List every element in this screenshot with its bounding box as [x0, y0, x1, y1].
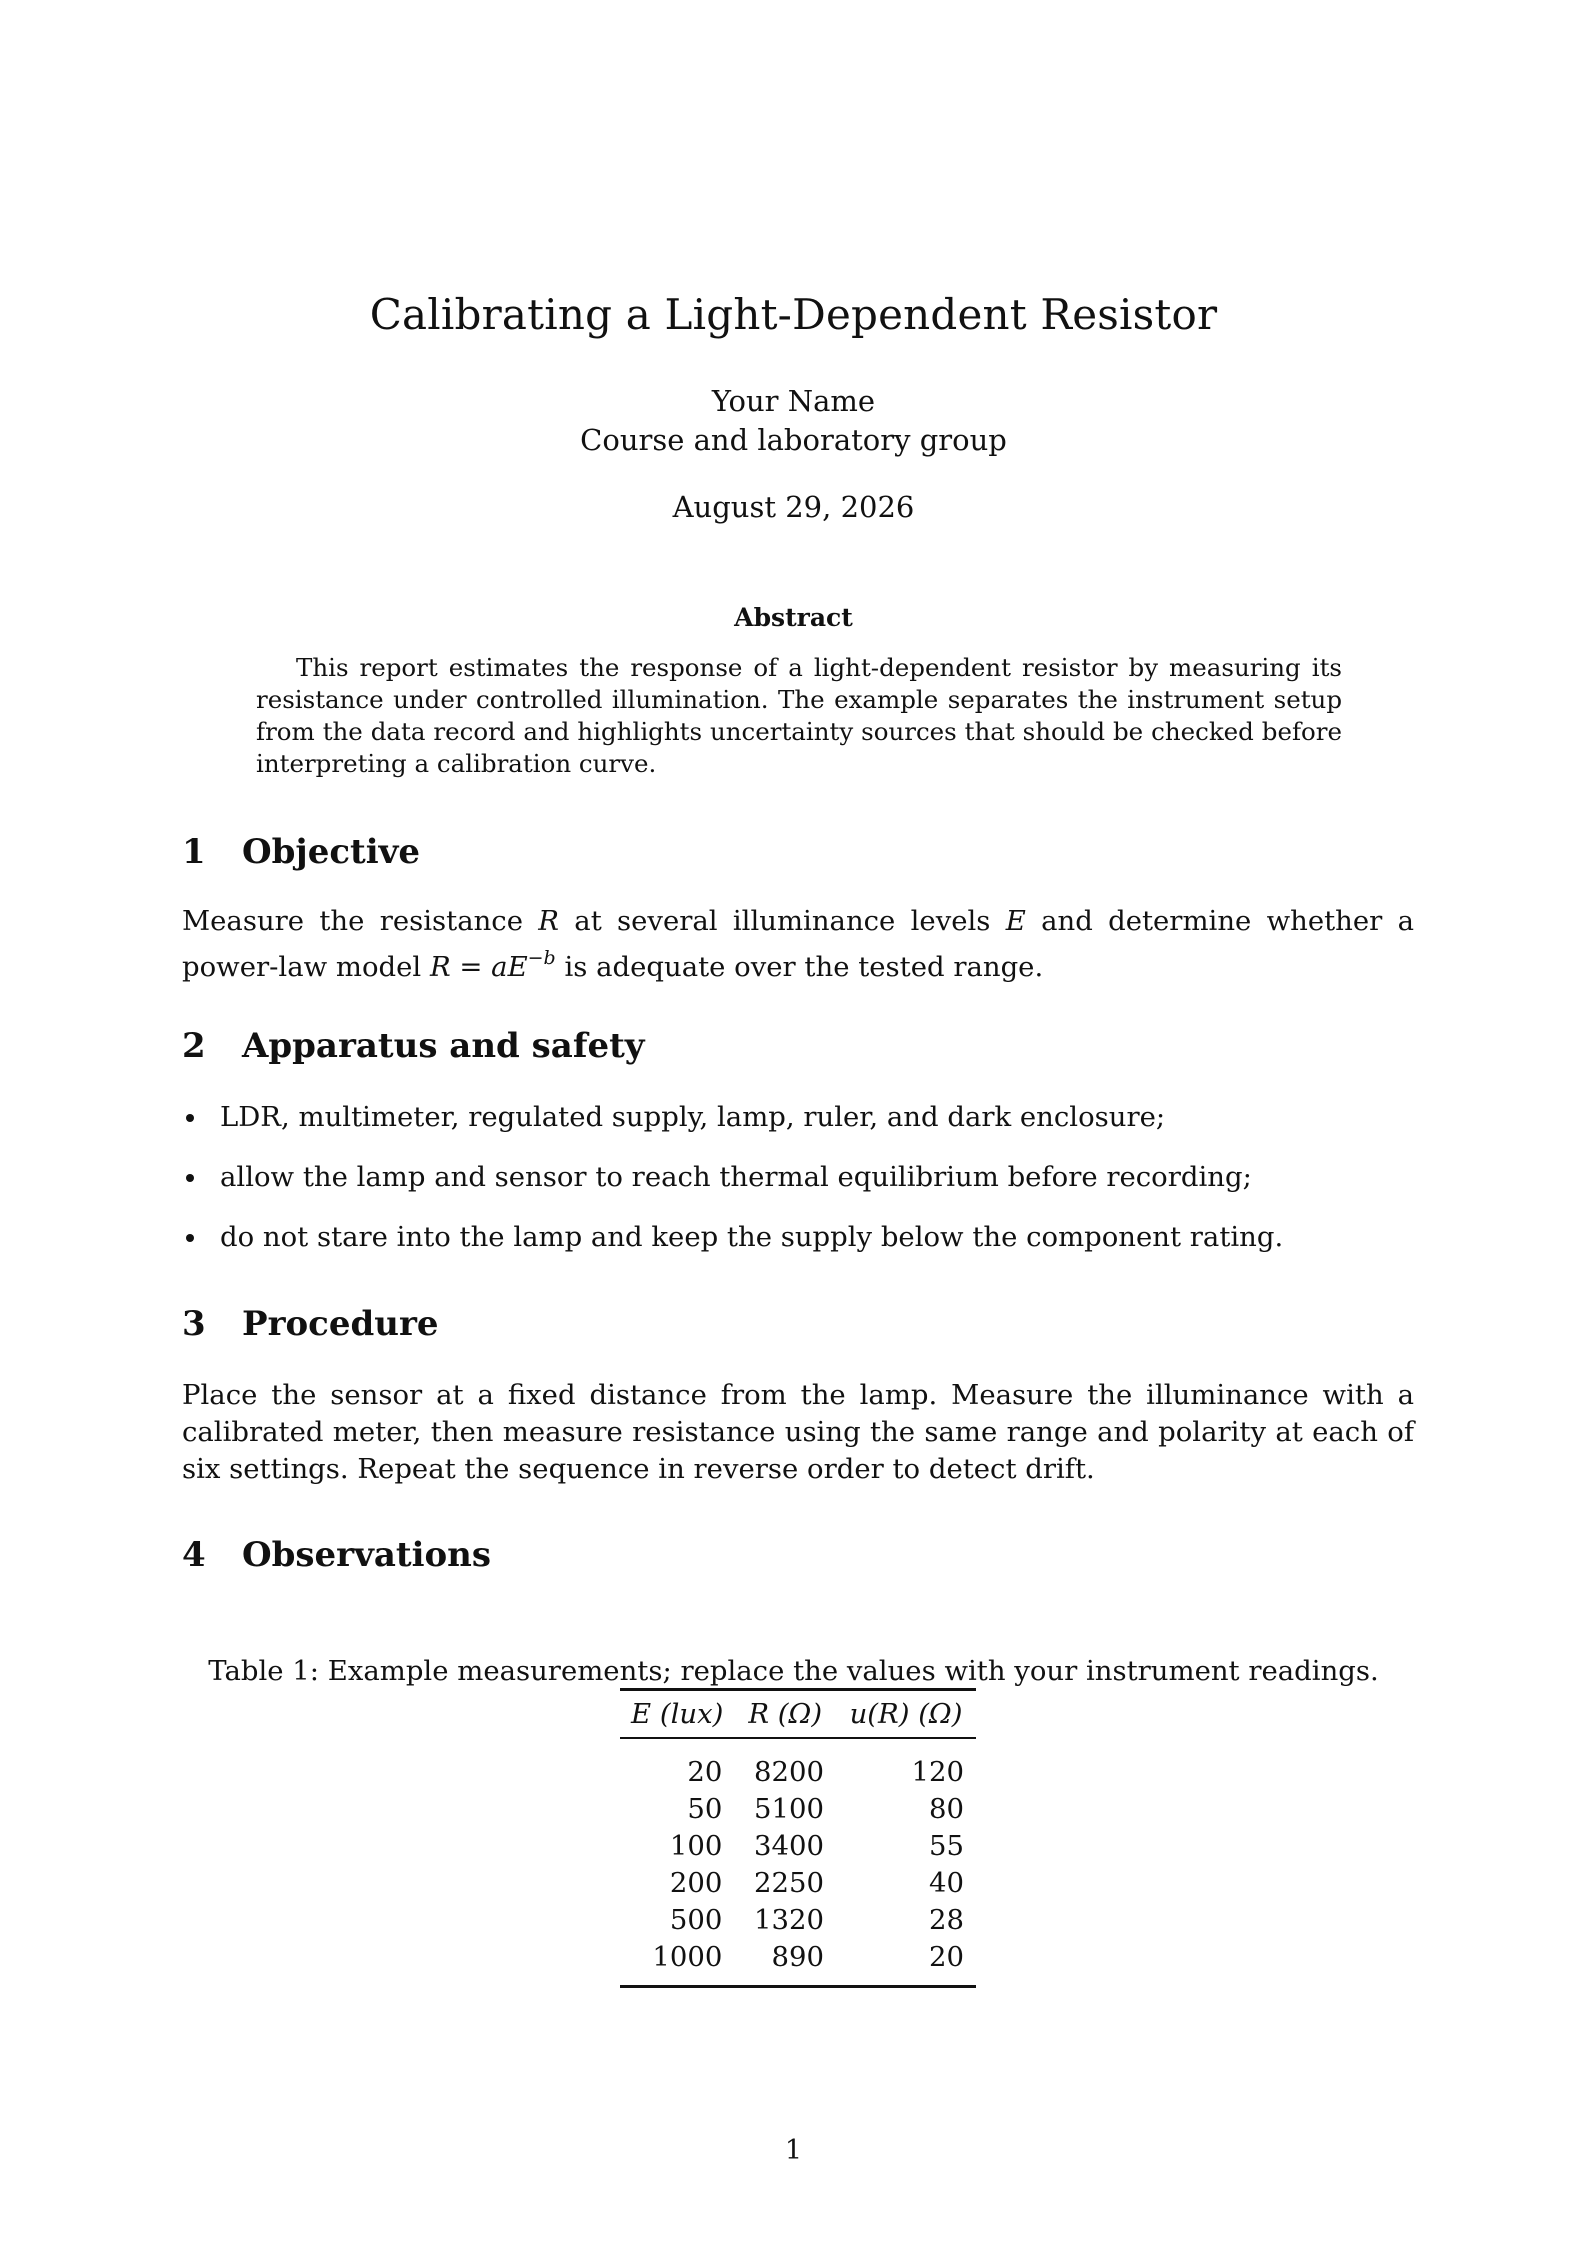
list-item-text: do not stare into the lamp and keep the supply below the component rating.	[220, 1221, 1284, 1253]
table-cell: 40	[929, 1866, 964, 1899]
header-resistance: R (Ω)	[748, 1698, 823, 1730]
list-item	[182, 1219, 1414, 1279]
section-heading-procedure	[182, 1304, 439, 1344]
table-cell: 1000	[652, 1940, 723, 1973]
table-caption: Table 1: Example measurements; replace the values with your instrument readings.	[208, 1655, 1379, 1687]
table-cell: 500	[669, 1903, 723, 1936]
section-title: Procedure	[242, 1304, 439, 1344]
table-header-cell	[734, 1690, 836, 1739]
bullet-icon	[186, 1114, 194, 1122]
table-cell: 100	[669, 1829, 723, 1862]
table-header-row	[620, 1690, 976, 1739]
objective-paragraph	[182, 903, 1414, 986]
header-illuminance: E (lux)	[631, 1698, 724, 1730]
table-row	[620, 1938, 976, 1987]
table-cell: 120	[911, 1755, 964, 1788]
section-number: 4	[182, 1535, 206, 1575]
header-uncertainty: u(R) (Ω)	[849, 1698, 963, 1730]
table-cell: 3400	[754, 1829, 825, 1862]
table-cell: 55	[929, 1829, 964, 1862]
author-name: Your Name	[711, 384, 876, 418]
objective-text-part: Measure the resistance	[182, 905, 539, 937]
table-header-cell	[620, 1690, 734, 1739]
list-item	[182, 1099, 1414, 1159]
table-cell: 890	[771, 1940, 825, 1973]
abstract-heading: Abstract	[734, 603, 853, 632]
section-title: Objective	[242, 832, 421, 872]
power-law-formula: R = aE	[429, 951, 528, 983]
objective-text-part: is adequate over the tested range.	[555, 951, 1044, 983]
section-title: Apparatus and safety	[242, 1026, 645, 1066]
section-title: Observations	[242, 1535, 492, 1575]
section-heading-apparatus	[182, 1026, 645, 1066]
section-number: 1	[182, 832, 206, 872]
table-row	[620, 1827, 976, 1864]
document-title: Calibrating a Light-Dependent Resistor	[369, 290, 1218, 339]
table-cell: 5100	[754, 1792, 825, 1825]
math-symbol-e: E	[1005, 905, 1026, 937]
table-cell: 80	[929, 1792, 964, 1825]
table-cell: 1320	[754, 1903, 825, 1936]
bullet-icon	[186, 1234, 194, 1242]
power-law-exponent: −b	[527, 947, 556, 969]
document-date: August 29, 2026	[672, 490, 915, 524]
section-number: 3	[182, 1304, 206, 1344]
table-cell: 20	[687, 1755, 723, 1788]
procedure-paragraph: Place the sensor at a fixed distance from the lamp. Measure the illuminance with a calibrated meter, then measure resistance using the same range and polarity at each of six settings. Repeat the sequence in reverse order to detect drift.	[182, 1379, 1414, 1485]
section-heading-objective	[182, 832, 420, 872]
table-cell: 28	[929, 1903, 964, 1936]
table-cell: 20	[929, 1940, 964, 1973]
table-row	[620, 1790, 976, 1827]
table-cell: 2250	[754, 1866, 825, 1899]
math-symbol-r: R	[538, 905, 559, 937]
list-item-text: LDR, multimeter, regulated supply, lamp, ruler, and dark enclosure;	[220, 1101, 1166, 1133]
objective-text-part: at several illuminance levels	[559, 905, 1006, 937]
table-header-cell	[836, 1690, 976, 1739]
page-number: 1	[784, 2135, 803, 2166]
table-cell: 8200	[754, 1755, 825, 1788]
table-cell: 50	[687, 1792, 723, 1825]
apparatus-list	[182, 1099, 1414, 1279]
measurements-table	[620, 1688, 976, 1988]
table-cell: 200	[669, 1866, 723, 1899]
section-heading-observations	[182, 1535, 491, 1575]
table-row	[620, 1738, 976, 1790]
objective-text-part: and determine whether a power-law model	[182, 905, 1415, 983]
table-row	[620, 1901, 976, 1938]
list-item-text: allow the lamp and sensor to reach thermal equilibrium before recording;	[220, 1161, 1252, 1193]
table-row	[620, 1864, 976, 1901]
author-affiliation: Course and laboratory group	[580, 423, 1007, 457]
section-number: 2	[182, 1026, 206, 1066]
abstract-text: This report estimates the response of a light-dependent resistor by measuring its resistance under controlled illumination. The example separates the instrument setup from the data record and highlights uncertainty sources that should be checked before interpreting a calibration curve.	[256, 653, 1342, 778]
bullet-icon	[186, 1174, 194, 1182]
list-item	[182, 1159, 1414, 1219]
